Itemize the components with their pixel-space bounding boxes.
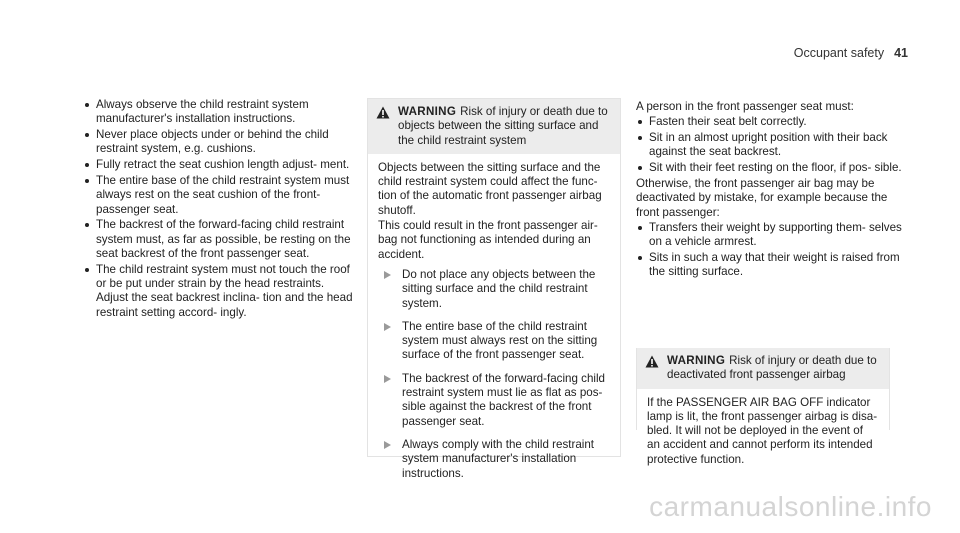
warning-triangle-icon <box>376 106 390 119</box>
section-title: Occupant safety <box>793 46 885 60</box>
warning-label: WARNING <box>398 105 457 118</box>
step-text: The backrest of the forward-facing child restraint system must lie as flat as pos- sible against the backrest of the front passenger seat. <box>402 371 605 428</box>
page-number: 41 <box>894 46 908 60</box>
warning-title: Risk of injury or death due to objects between the sitting surface and the child restraint system <box>398 105 608 147</box>
arrow-right-icon <box>384 375 391 383</box>
list-item: Fasten their seat belt correctly. <box>636 115 908 129</box>
page-header <box>794 46 908 60</box>
otherwise-paragraph: Otherwise, the front passenger air bag may be deactivated by mistake, for example because the front passenger: <box>636 176 888 219</box>
action-steps <box>378 268 610 481</box>
intro-paragraph: A person in the front passenger seat must: <box>636 100 854 113</box>
warning-header <box>637 348 889 389</box>
list-item: The entire base of the child restraint system must always rest on the seat cushion of the front-passenger seat. <box>83 174 353 217</box>
warning-paragraph: If the PASSENGER AIR BAG OFF indicator lamp is lit, the front passenger airbag is disa- bled. It will not be deployed in the event of an accident and cannot perform its intended protective function. <box>647 395 878 466</box>
list-item: Fully retract the seat cushion length adjust- ment. <box>83 158 353 172</box>
list-item: Sit in an almost upright position with their back against the seat backrest. <box>636 131 908 160</box>
list-item: Never place objects under or behind the child restraint system, e.g. cushions. <box>83 128 353 157</box>
warning-body <box>368 154 620 496</box>
arrow-right-icon <box>384 323 391 331</box>
step-text: Always comply with the child restraint system manufacturer's installation instructions. <box>402 437 595 480</box>
list-item: The child restraint system must not touch the roof or be put under strain by the head restraints. Adjust the seat backrest inclina- tion and the head restraint setting accord- ingly. <box>83 263 353 320</box>
warning-title: Risk of injury or death due to deactivated front passenger airbag <box>667 354 877 382</box>
warning-paragraph: This could result in the front passenger air- bag not functioning as intended during an accident. <box>378 219 598 261</box>
deactivation-causes-list <box>636 221 908 280</box>
action-step <box>378 320 610 363</box>
list-item: Sit with their feet resting on the floor, if pos- sible. <box>636 161 908 175</box>
warning-box-airbag <box>636 348 890 466</box>
action-step <box>378 372 610 429</box>
list-item: The backrest of the forward-facing child restraint system must, as far as possible, be resting on the seat backrest of the front passenger seat. <box>83 218 353 261</box>
arrow-right-icon <box>384 271 391 279</box>
warning-box-objects <box>367 98 621 480</box>
watermark: carmanualsonline.info <box>649 491 932 522</box>
column-right <box>636 100 908 281</box>
warning-label: WARNING <box>667 354 726 367</box>
warning-header <box>368 99 620 154</box>
list-item: Always observe the child restraint system manufacturer's installation instructions. <box>83 98 353 127</box>
action-step <box>378 268 610 311</box>
step-text: Do not place any objects between the sitting surface and the child restraint system. <box>402 267 596 310</box>
list-item: Transfers their weight by supporting them- selves on a vehicle armrest. <box>636 221 908 250</box>
arrow-right-icon <box>384 441 391 449</box>
passenger-requirements-list <box>636 115 908 175</box>
child-restraint-rules-list <box>83 98 353 320</box>
warning-triangle-icon <box>645 355 659 368</box>
warning-body <box>637 389 889 474</box>
warning-paragraph: Objects between the sitting surface and the child restraint system could affect the func- tion of the automatic front passenger airbag shutoff. <box>378 160 602 217</box>
step-text: The entire base of the child restraint system must always rest on the sitting surface of the front passenger seat. <box>402 319 598 362</box>
list-item: Sits in such a way that their weight is raised from the sitting surface. <box>636 251 908 280</box>
column-left <box>83 98 353 321</box>
action-step <box>378 438 610 481</box>
